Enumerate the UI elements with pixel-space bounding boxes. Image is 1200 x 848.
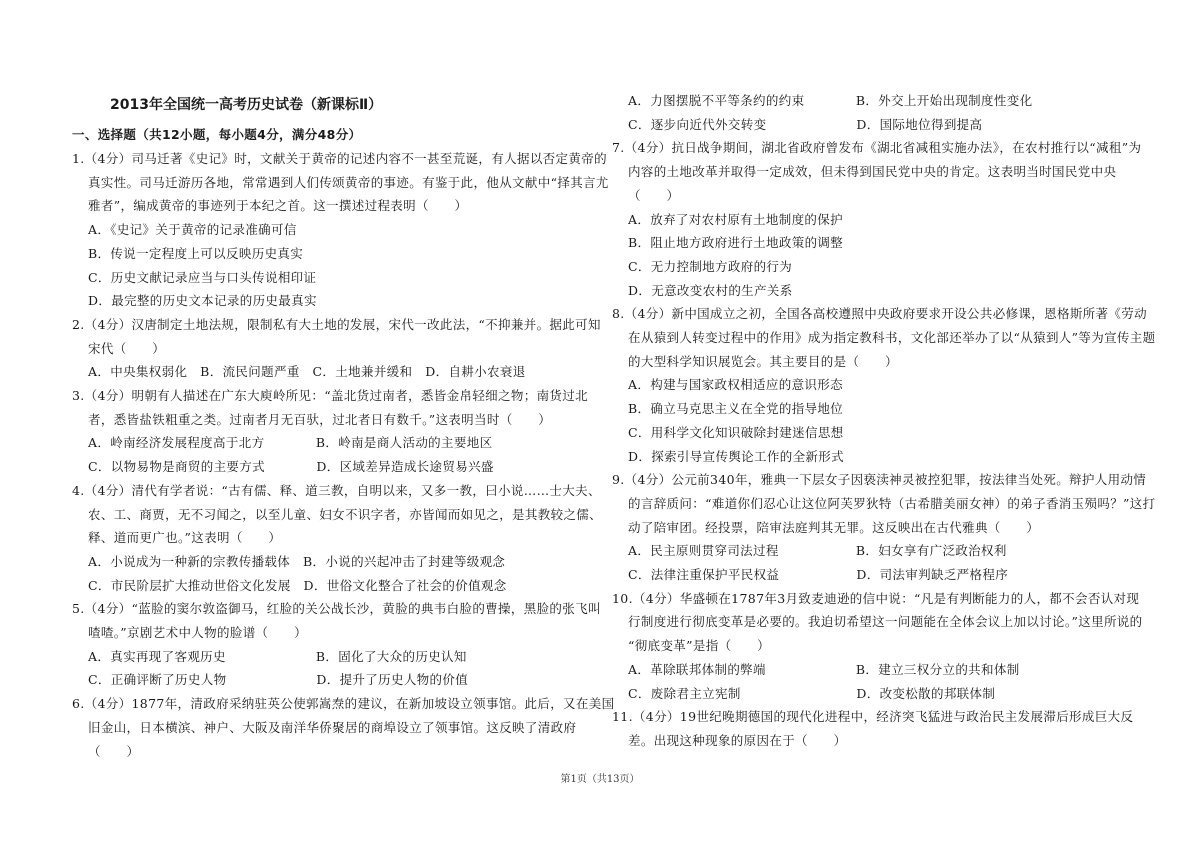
question-text-line: 者，悉皆盐铁粗重之类。过南者月无百驮，过北者日有数千。”这表明当时（ ） bbox=[88, 411, 552, 427]
question-text-line: “彻底变革”是指（ ） bbox=[628, 638, 770, 654]
question-stem: 5.（4分）“蓝脸的窦尔敦盗御马，红脸的关公战长沙，黄脸的典韦白脸的曹操，黑脸的张飞叫 bbox=[72, 601, 601, 617]
answer-option: A．《史记》关于黄帝的记录准确可信 bbox=[88, 222, 297, 238]
answer-option: C．废除君主立宪制 D．改变松散的邦联体制 bbox=[628, 685, 996, 701]
question-stem: 10.（4分）华盛顿在1787年3月致麦迪逊的信中说：“凡是有判断能力的人，都不会否认对现 bbox=[612, 590, 1140, 606]
answer-option: B．阻止地方政府进行土地政策的调整 bbox=[628, 235, 844, 251]
question-stem: 6.（4分）1877年，清政府采纳驻英公使郭嵩焘的建议，在新加坡设立领事馆。此后，又在美国 bbox=[72, 696, 615, 712]
question-stem: 3.（4分）明朝有人描述在广东大庾岭所见：“盖北货过南者，悉皆金帛轻细之物；南货过北 bbox=[72, 388, 588, 403]
question-stem: 9.（4分）公元前340年，雅典一下层女子因亵渎神灵被控犯罪，按法律当处死。辩护人用动情 bbox=[612, 472, 1147, 488]
page-footer: 第1页（共13页） bbox=[560, 774, 640, 785]
answer-option: D．无意改变农村的生产关系 bbox=[628, 282, 793, 298]
question-text-line: （ ） bbox=[88, 743, 140, 759]
section-heading: 一、选择题（共12小题，每小题4分，满分48分） bbox=[72, 127, 362, 142]
answer-option: A．革除联邦体制的弊端 B．建立三权分立的共和体制 bbox=[628, 661, 1020, 677]
answer-option: A．力图摆脱不平等条约的约束 B．外交上开始出现制度性变化 bbox=[628, 93, 1033, 108]
page-title: 2013年全国统一高考历史试卷（新课标Ⅱ） bbox=[110, 97, 383, 113]
answer-option: C．以物易物是商贸的主要方式 D．区域差异造成长途贸易兴盛 bbox=[88, 459, 494, 475]
question-text-line: 的言辞质问：“难道你们忍心让这位阿芙罗狄特（古希腊美丽女神）的弟子香消玉殒吗？”这打 bbox=[628, 495, 1156, 511]
question-text-line: 内容的土地改革并取得一定成效，但未得到国民党中央的肯定。这表明当时国民党中央 bbox=[628, 164, 1117, 180]
answer-option: A．放弃了对农村原有土地制度的保护 bbox=[628, 211, 843, 227]
question-text-line: 差。出现这种现象的原因在于（ ） bbox=[628, 732, 847, 748]
question-text-line: 宋代（ ） bbox=[88, 340, 166, 356]
answer-option: C．正确评断了历史人物 D．提升了历史人物的价值 bbox=[88, 672, 469, 688]
answer-option: D．探索引导宣传舆论工作的全新形式 bbox=[628, 448, 844, 464]
question-text-line: 农、工、商贾，无不习闻之，以至儿童、妇女不识字者，亦皆闻而如见之，是其教较之儒、 bbox=[88, 506, 603, 522]
answer-option: C．逐步向近代外交转变 D．国际地位得到提高 bbox=[628, 116, 983, 132]
question-stem: 2.（4分）汉唐制定土地法规，限制私有大土地的发展，宋代一改此法，“不抑兼并。据此可知 bbox=[72, 316, 601, 332]
question-text-line: 雅者”，编成黄帝的事迹列于本纪之首。这一撰述过程表明（ ） bbox=[88, 198, 468, 214]
answer-option: A．真实再现了客观历史 B．固化了大众的历史认知 bbox=[88, 648, 467, 664]
answer-option: C．市民阶层扩大推动世俗文化发展 D．世俗文化整合了社会的价值观念 bbox=[88, 577, 507, 593]
answer-option: C．历史文献记录应当与口头传说相印证 bbox=[88, 269, 317, 285]
question-stem: 11.（4分）19世纪晚期德国的现代化进程中，经济突飞猛进与政治民主发展滞后形成巨大反 bbox=[612, 709, 1134, 725]
question-text-line: （ ） bbox=[628, 187, 680, 203]
question-stem: 8.（4分）新中国成立之初，全国各高校遵照中央政府要求开设公共必修课，恩格斯所著《劳动 bbox=[612, 306, 1147, 322]
question-text-line: 在从猿到人转变过程中的作用》成为指定教科书，文化部还举办了以“从猿到人”等为宣传主题 bbox=[628, 330, 1156, 345]
question-text-line: 动了陪审团。经投票，陪审法庭判其无罪。这反映出在古代雅典（ ） bbox=[628, 519, 1040, 535]
question-text-line: 释、道而更广也。”这表明（ ） bbox=[88, 530, 282, 546]
answer-option: A．岭南经济发展程度高于北方 B．岭南是商人活动的主要地区 bbox=[88, 435, 493, 451]
answer-option: C．法律注重保护平民权益 D．司法审判缺乏严格程序 bbox=[628, 567, 1009, 582]
answer-option: B．确立马克思主义在全党的指导地位 bbox=[628, 401, 844, 417]
question-stem: 4.（4分）清代有学者说：“古有儒、释、道三教，自明以来，又多一教，曰小说……士大夫、 bbox=[72, 482, 601, 498]
question-text-line: 的大型科学知识展览会。其主要目的是（ ） bbox=[628, 353, 898, 369]
answer-option: C．用科学文化知识破除封建迷信思想 bbox=[628, 424, 844, 440]
answer-option: A．民主原则贯穿司法过程 B．妇女享有广泛政治权利 bbox=[628, 543, 1007, 559]
question-text-line: 旧金山，日本横滨、神户、大阪及南洋华侨聚居的商埠设立了领事馆。这反映了清政府 bbox=[88, 719, 577, 735]
answer-option: A．构建与国家政权相适应的意识形态 bbox=[628, 377, 843, 393]
answer-option: A．中央集权弱化 B．流民问题严重 C．土地兼并缓和 D．自耕小农衰退 bbox=[88, 364, 526, 380]
question-stem: 7.（4分）抗日战争期间，湖北省政府曾发布《湖北省减租实施办法》，在农村推行以“减租”为 bbox=[612, 140, 1142, 156]
question-text-line: 真实性。司马迁游历各地，常常遇到人们传颂黄帝的事迹。有鉴于此，他从文献中“择其言尤 bbox=[88, 174, 609, 190]
question-text-line: 喳喳。”京剧艺术中人物的脸谱（ ） bbox=[88, 625, 307, 640]
answer-option: B．传说一定程度上可以反映历史真实 bbox=[88, 245, 304, 261]
answer-option: C．无力控制地方政府的行为 bbox=[628, 258, 793, 274]
question-stem: 1.（4分）司马迁著《史记》时，文献关于黄帝的记述内容不一甚至荒诞，有人据以否定黄帝的 bbox=[72, 151, 607, 166]
answer-option: D．最完整的历史文本记录的历史最真实 bbox=[88, 293, 317, 309]
question-text-line: 行制度进行彻底变革是必要的。我迫切希望这一问题能在全体会议上加以讨论。”这里所说的 bbox=[628, 614, 1143, 630]
answer-option: A．小说成为一种新的宗教传播载体 B．小说的兴起冲击了封建等级观念 bbox=[88, 553, 506, 569]
